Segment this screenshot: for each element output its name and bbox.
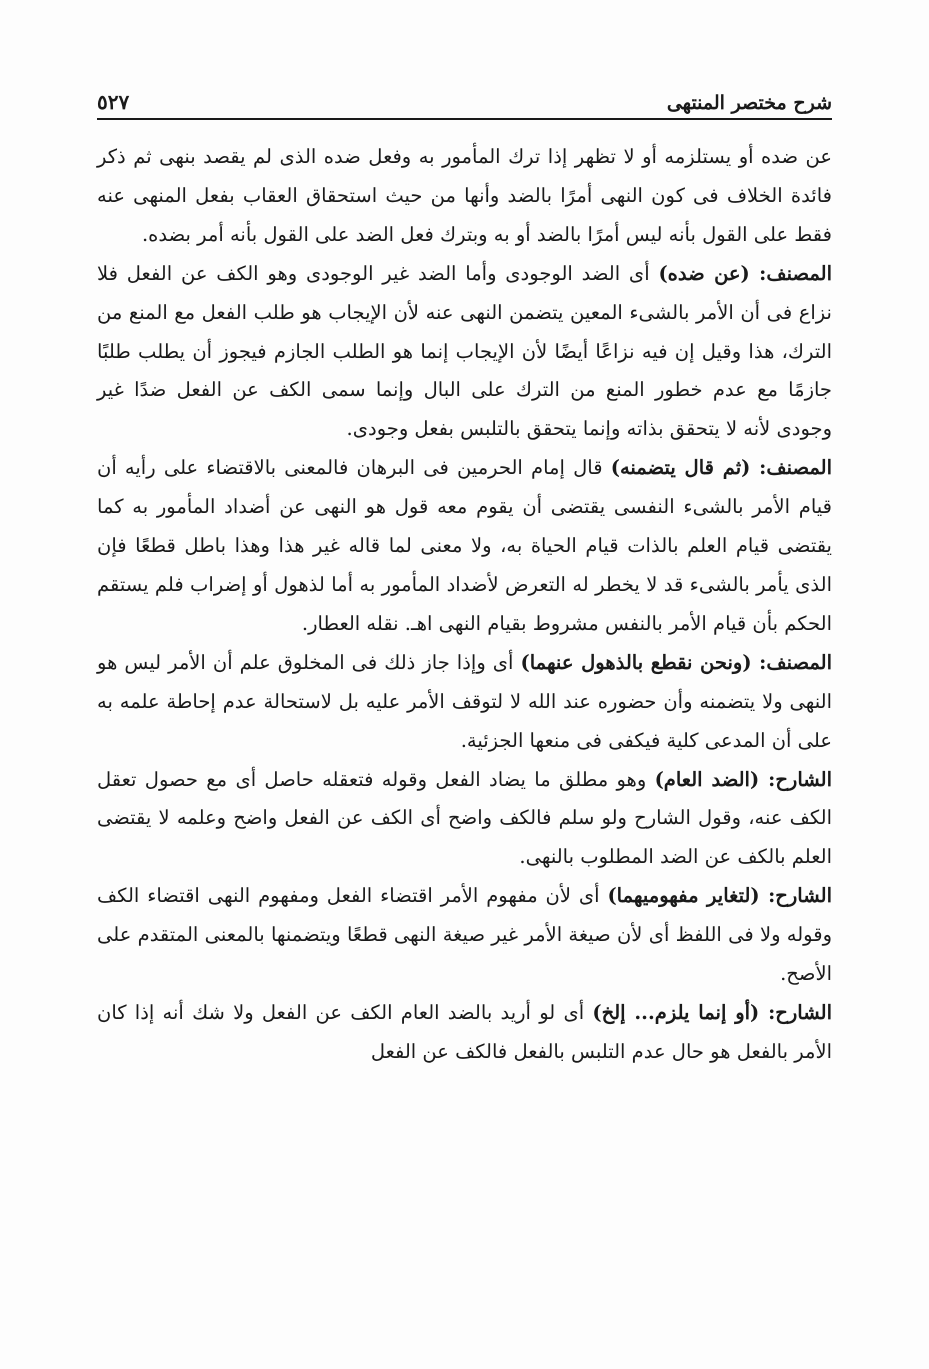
quoted-phrase: (الضد العام) (654, 767, 760, 791)
page-number: ٥٢٧ (97, 90, 130, 114)
paragraph (97, 449, 832, 644)
paragraph (97, 255, 832, 450)
paragraph-text: أى لأن مفهوم الأمر اقتضاء الفعل ومفهوم النهى اقتضاء الكف وقوله ولا فى اللفظ أى لأن صيغة الأمر غير صيغة النهى قطعًا ويتضمنها بالمعنى المتقدم على الأصح. (97, 884, 832, 986)
speaker-label: الشارح: (759, 1000, 832, 1024)
paragraph (97, 644, 832, 761)
paragraph (97, 994, 832, 1072)
paragraph-text: وهو مطلق ما يضاد الفعل وقوله فتعقله حاصل أى مع حصول تعقل الكف عنه، وقول الشارح ولو سلم فالكف واضح أى الكف عن الفعل واضح وعلمه لا يقتضى العلم بالكف عن الضد المطلوب بالنهى. (97, 767, 832, 869)
quoted-phrase: (عن ضده) (658, 261, 750, 285)
paragraph-text: أى الضد الوجودى وأما الضد غير الوجودى وهو الكف عن الفعل فلا نزاع فى أن الأمر بالشىء المعين يتضمن النهى عنه لأن الإيجاب هو طلب الفعل مع المنع من الترك، هذا وقيل إن فيه نزاعًا أيضًا لأن الإيجاب إنما هو الطلب الجازم فيجوز أن يطلب طلبًا جازمًا مع عدم خطور المنع من الترك على البال وإنما سمى الكف عن الفعل ضدًا غير وجودى لأنه لا يتحقق بذاته وإنما يتحقق بالتلبس بفعل وجودى. (97, 261, 832, 441)
speaker-label: الشارح: (759, 884, 832, 908)
paragraph-text: عن ضده أو يستلزمه أو لا تظهر إذا ترك المأمور به وفعل ضده الذى لم يقصد بنهى ثم ذكر فائدة الخلاف فى كون النهى أمرًا بالضد وأنها من حيث استحقاق العقاب بفعل المنهى عنه فقط على القول بأنه ليس أمرًا بالضد أو به وبترك فعل الضد على القول بأنه أمر بضده. (97, 145, 832, 246)
speaker-label: الشارح: (759, 767, 833, 791)
paragraph-text: أى وإذا جاز ذلك فى المخلوق علم أن الأمر ليس هو النهى ولا يتضمنه وأن حضوره عند الله لا لتوقف الأمر عليه بل لاستحالة عدم إحاطة علمه به على أن المدعى كلية فيكفى فى منعها الجزئية. (97, 650, 832, 752)
body-text (97, 138, 832, 1072)
speaker-label: المصنف: (750, 456, 832, 480)
speaker-label: المصنف: (751, 650, 832, 674)
quoted-phrase: (أو إنما يلزم... إلخ) (592, 1000, 760, 1024)
paragraph (97, 761, 832, 878)
page-header (97, 84, 832, 114)
quoted-phrase: (ثم قال يتضمنه) (610, 456, 751, 480)
header-divider (97, 118, 832, 120)
speaker-label: المصنف: (749, 261, 832, 285)
running-title: شرح مختصر المنتهى (666, 92, 832, 114)
quoted-phrase: (لتغاير مفهوميهما) (607, 884, 760, 908)
paragraph (97, 138, 832, 255)
quoted-phrase: (ونحن نقطع بالذهول عنهما) (520, 650, 752, 674)
paragraph-text: أى لو أريد بالضد العام الكف عن الفعل ولا شك أنه إذا كان الأمر بالفعل هو حال عدم التلبس بالفعل فالكف عن الفعل (97, 1000, 832, 1063)
paragraph (97, 877, 832, 994)
paragraph-text: قال إمام الحرمين فى البرهان فالمعنى بالاقتضاء على رأيه أن قيام الأمر بالشىء النفسى يقتضى أن يقوم معه قول هو النهى عن أضداد المأمور به كما يقتضى قيام العلم بالذات قيام الحياة به، ولا معنى لما قاله غير هذا وهذا باطل قطعًا فإن الذى يأمر بالشىء قد لا يخطر له التعرض لأضداد المأمور به أما لذهول أو إضراب فلم يستقم الحكم بأن قيام الأمر بالنفس مشروط بقيام النهى اهـ. نقله العطار. (97, 456, 832, 635)
